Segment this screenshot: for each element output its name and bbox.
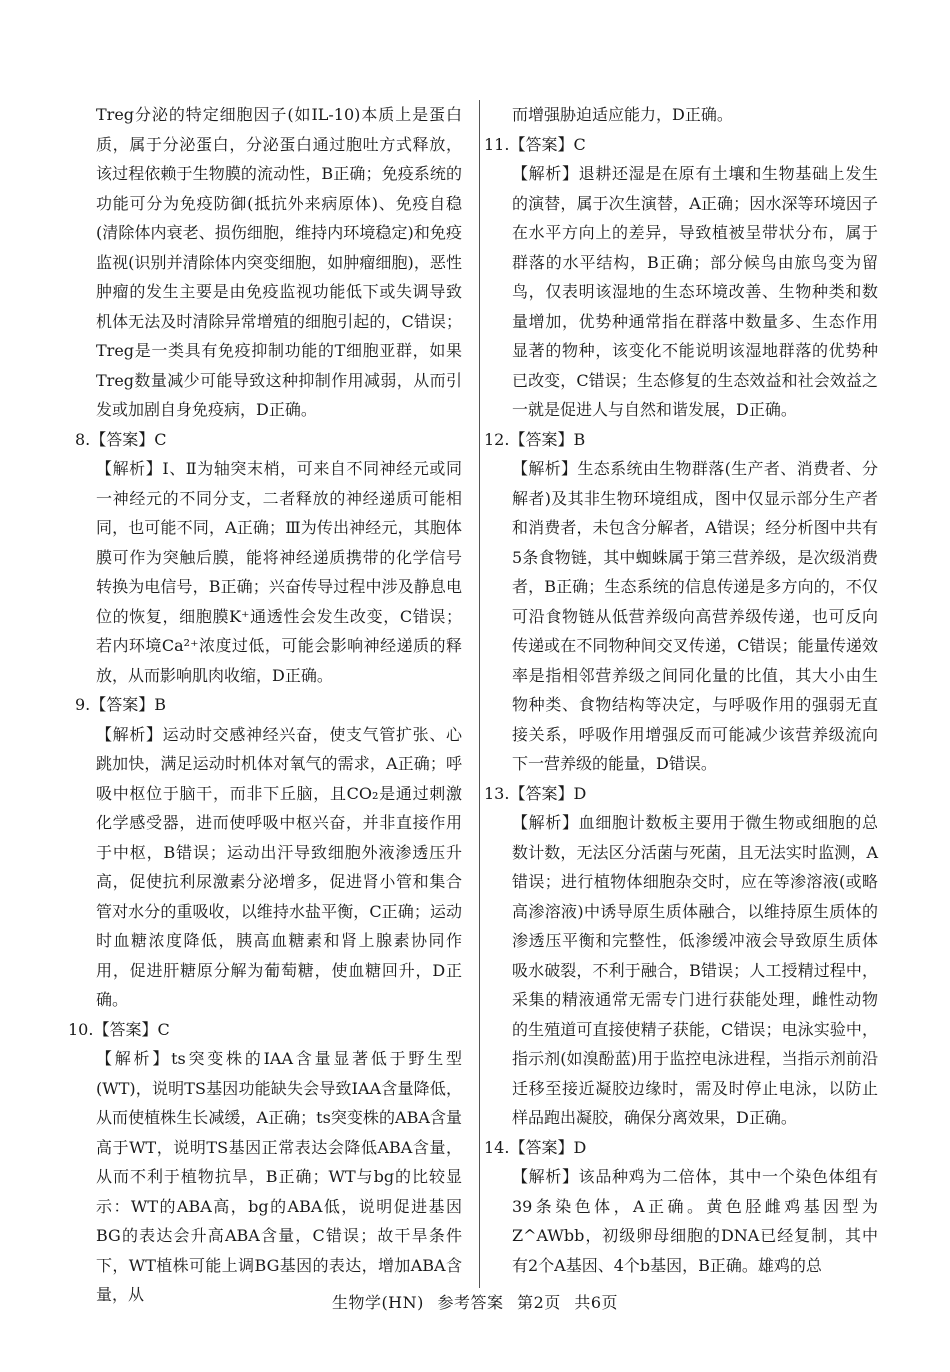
analysis-13: 【解析】血细胞计数板主要用于微生物或细胞的总数计数，无法区分活菌与死菌，且无法实时监测，A错误；进行植物体细胞杂交时，应在等渗溶液(或略高渗溶液)中诱导原生质体融合，以维持原生质体的渗透压平衡和完整性，低渗缓冲液会导致原生质体吸水破裂，不利于融合，B错误；人工授精过程中，采集的精液通常无需专门进行获能处理，雌性动物的生殖道可直接使精子获能，C错误；电泳实验中，指示剂(如溴酚蓝)用于监控电泳进程，当指示剂前沿迁移至接近凝胶边缘时，需及时停止电泳，以防止样品跑出凝胶，确保分离效果，D正确。	[512, 813, 878, 1127]
answer-10-heading: 10.【答案】C	[68, 1019, 170, 1039]
analysis-9: 【解析】运动时交感神经兴奋，使支气管扩张、心跳加快，满足运动时机体对氧气的需求，A正确；呼吸中枢位于脑干，而非下丘脑，且CO₂是通过刺激化学感受器，进而使呼吸中枢兴奋，并非直接作用于中枢，B错误；运动出汗导致细胞外液渗透压升高，促使抗利尿激素分泌增多，促进肾小管和集合管对水分的重吸收，以维持水盐平衡，C正确；运动时血糖浓度降低，胰高血糖素和肾上腺素协同作用，促进肝糖原分解为葡萄糖，使血糖回升，D正确。	[96, 724, 462, 1009]
analysis-12: 【解析】生态系统由生物群落(生产者、消费者、分解者)及其非生物环境组成，图中仅显示部分生产者和消费者，未包含分解者，A错误；经分析图中共有5条食物链，其中蜘蛛属于第三营养级，是次级消费者，B正确；生态系统的信息传递是多方向的，不仅可沿食物链从低营养级向高营养级传递，也可反向传递或在不同物种间交叉传递，C错误；能量传递效率是指相邻营养级之间同化量的比值，其大小由生物种类、食物结构等决定，与呼吸作用的强弱无直接关系，呼吸作用增强反而可能减少该营养级流向下一营养级的能量，D错误。	[512, 459, 878, 773]
answer-12-heading: 12.【答案】B	[484, 429, 586, 449]
analysis-8: 【解析】Ⅰ、Ⅱ为轴突末梢，可来自不同神经元或同一神经元的不同分支，二者释放的神经递质可能相同，也可能不同，A正确；Ⅲ为传出神经元，其胞体膜可作为突触后膜，能将神经递质携带的化学信号转换为电信号，B正确；兴奋传导过程中涉及静息电位的恢复，细胞膜K⁺通透性会发生改变，C错误；若内环境Ca²⁺浓度过低，可能会影响神经递质的释放，从而影响肌肉收缩，D正确。	[96, 459, 462, 685]
page-footer	[0, 1290, 950, 1313]
footer-subject: 生物学(HN)	[331, 1293, 424, 1312]
footer-total-pages: 共6页	[574, 1293, 619, 1312]
analysis-10: 【解析】ts突变株的IAA含量显著低于野生型(WT)，说明TS基因功能缺失会导致IAA含量降低，从而使植株生长减缓，A正确；ts突变株的ABA含量高于WT，说明TS基因正常表达会降低ABA含量，从而不利于植物抗旱，B正确；WT与bg的比较显示：WT的ABA高，bg的ABA低，说明促进基因BG的表达会升高ABA含量，C错误；故干旱条件下，WT植株可能上调BG基因的表达，增加ABA含量，从	[96, 1049, 462, 1304]
analysis-14: 【解析】该品种鸡为二倍体，其中一个染色体组有39条染色体，A正确。黄色胫雌鸡基因型为Z^AWbb，初级卵母细胞的DNA已经复制，其中有2个A基因、4个b基因，B正确。雄鸡的总	[512, 1167, 878, 1275]
paragraph-7-continued: Treg分泌的特定细胞因子(如IL-10)本质上是蛋白质，属于分泌蛋白，分泌蛋白通过胞吐方式释放，该过程依赖于生物膜的流动性，B正确；免疫系统的功能可分为免疫防御(抵抗外来病原体)、免疫自稳(清除体内衰老、损伤细胞，维持内环境稳定)和免疫监视(识别并清除体内突变细胞，如肿瘤细胞)，恶性肿瘤的发生主要是由免疫监视功能低下或失调导致机体无法及时清除异常增殖的细胞引起的，C错误；Treg是一类具有免疫抑制功能的T细胞亚群，如果Treg数量减少可能导致这种抑制作用减弱，从而引发或加剧自身免疫病，D正确。	[96, 105, 462, 419]
column-divider	[479, 100, 480, 1288]
answer-13-heading: 13.【答案】D	[484, 783, 587, 803]
answer-14-heading: 14.【答案】D	[484, 1137, 587, 1157]
left-column	[68, 100, 462, 1310]
analysis-11: 【解析】退耕还湿是在原有土壤和生物基础上发生的演替，属于次生演替，A正确；因水深等环境因子在水平方向上的差异，导致植被呈带状分布，属于群落的水平结构，B正确；部分候鸟由旅鸟变为留鸟，仅表明该湿地的生态环境改善、生物种类和数量增加，优势种通常指在群落中数量多、生态作用显著的物种，该变化不能说明该湿地群落的优势种已改变，C错误；生态修复的生态效益和社会效益之一就是促进人与自然和谐发展，D正确。	[512, 164, 878, 419]
answer-8-heading: 8.【答案】C	[75, 429, 167, 449]
answer-9-heading: 9.【答案】B	[75, 695, 167, 714]
right-column	[484, 100, 878, 1280]
footer-page-number: 第2页	[517, 1293, 561, 1312]
footer-doc-title: 参考答案	[437, 1293, 504, 1312]
analysis-10-continued: 而增强胁迫适应能力，D正确。	[512, 105, 733, 124]
answer-11-heading: 11.【答案】C	[484, 134, 586, 154]
